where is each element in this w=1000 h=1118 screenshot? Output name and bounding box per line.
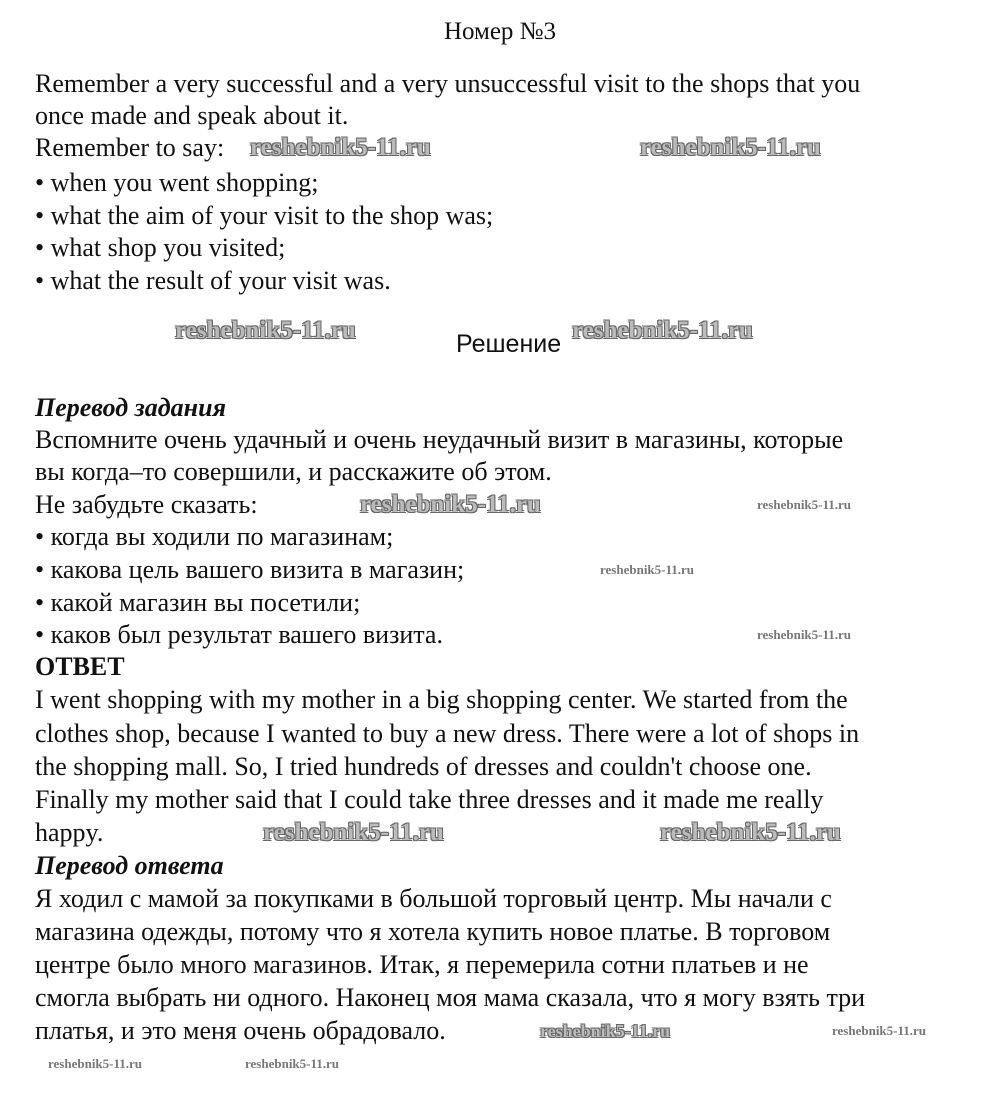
watermark: reshebnik5-11.ru: [263, 819, 444, 846]
answer-translation-line: центре было много магазинов. Итак, я перемерила сотни платьев и не: [35, 950, 809, 979]
watermark: reshebnik5-11.ru: [360, 491, 541, 518]
translation-bullet: • когда вы ходили по магазинам;: [35, 522, 394, 551]
page-title: Номер №3: [443, 18, 557, 45]
watermark: reshebnik5-11.ru: [832, 1023, 927, 1038]
translation-bullet: • какой магазин вы посетили;: [35, 588, 361, 617]
translation-line: Вспомните очень удачный и очень неудачный визит в магазины, которые: [35, 425, 844, 454]
watermark: reshebnik5-11.ru: [640, 134, 821, 161]
translation-bullet: • какова цель вашего визита в магазин;: [35, 555, 465, 584]
answer-translation-line: Я ходил с мамой за покупками в большой торговый центр. Мы начали с: [35, 884, 832, 913]
watermark: reshebnik5-11.ru: [660, 819, 841, 846]
translation-line: вы когда–то совершили, и расскажите об этом.: [35, 457, 552, 486]
translation-heading: Перевод задания: [35, 393, 226, 422]
task-bullet: • what the aim of your visit to the shop was;: [35, 201, 494, 230]
watermark: reshebnik5-11.ru: [48, 1056, 143, 1071]
watermark: reshebnik5-11.ru: [757, 497, 852, 512]
watermark: reshebnik5-11.ru: [245, 1056, 340, 1071]
answer-line: the shopping mall. So, I tried hundreds of dresses and couldn't choose one.: [35, 752, 812, 781]
watermark: reshebnik5-11.ru: [250, 134, 431, 161]
task-line: once made and speak about it.: [35, 101, 349, 130]
watermark: reshebnik5-11.ru: [600, 562, 695, 577]
answer-translation-heading: Перевод ответа: [35, 851, 224, 880]
answer-translation-line: платья, и это меня очень обрадовало.: [35, 1016, 446, 1045]
answer-translation-line: смогла выбрать ни одного. Наконец моя мама сказала, что я могу взять три: [35, 983, 866, 1012]
watermark: reshebnik5-11.ru: [175, 317, 356, 344]
task-line: Remember to say:: [35, 133, 225, 162]
task-line: Remember a very successful and a very unsuccessful visit to the shops that you: [35, 69, 861, 98]
translation-bullet: • каков был результат вашего визита.: [35, 620, 443, 649]
answer-line: happy.: [35, 818, 104, 847]
answer-translation-line: магазина одежды, потому что я хотела купить новое платье. В торговом: [35, 917, 831, 946]
answer-line: Finally my mother said that I could take three dresses and it made me really: [35, 785, 824, 814]
task-bullet: • what the result of your visit was.: [35, 266, 391, 295]
watermark: reshebnik5-11.ru: [572, 317, 753, 344]
answer-heading: ОТВЕТ: [35, 652, 125, 681]
task-bullet: • what shop you visited;: [35, 233, 286, 262]
answer-line: I went shopping with my mother in a big shopping center. We started from the: [35, 685, 848, 714]
task-bullet: • when you went shopping;: [35, 168, 319, 197]
watermark: reshebnik5-11.ru: [540, 1021, 671, 1041]
translation-line: Не забудьте сказать:: [35, 490, 258, 519]
answer-line: clothes shop, because I wanted to buy a new dress. There were a lot of shops in: [35, 719, 860, 748]
solution-label: Решение: [456, 330, 562, 358]
watermark: reshebnik5-11.ru: [757, 627, 852, 642]
